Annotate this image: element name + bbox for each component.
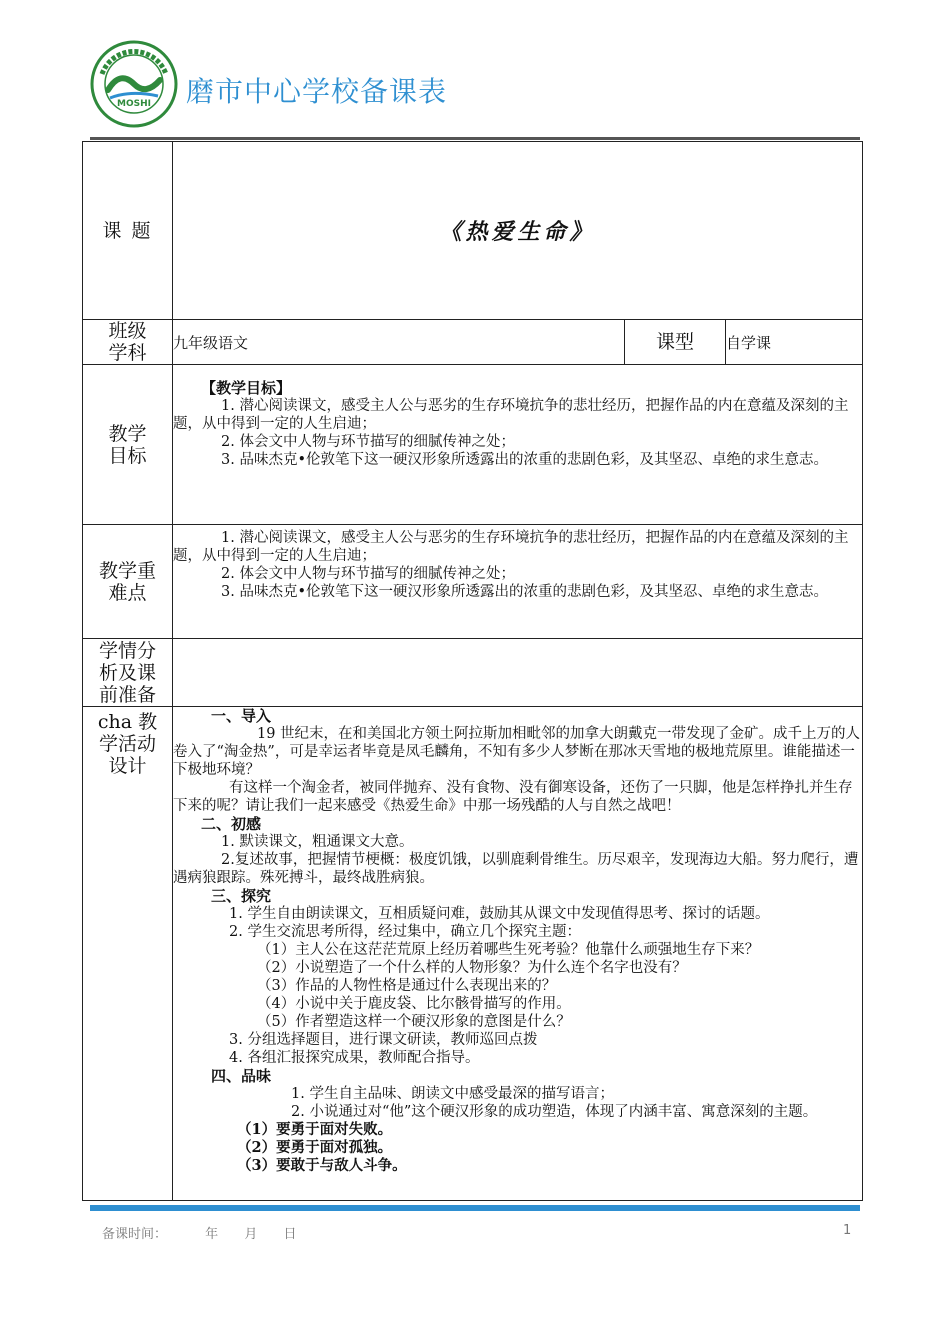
paragraph: 有这样一个淘金者，被同伴抛弃、没有食物、没有御寒设备，还伤了一只脚，他是怎样挣扎并生存下来的呢？请让我们一起来感受《热爱生命》中那一场残酷的人与自然之战吧！ (173, 780, 853, 814)
section-title: 一、导入 (211, 707, 272, 725)
paragraph: 19 世纪末，在和美国北方领土阿拉斯加相毗邻的加拿大朗戴克一带发现了金矿。成千上万的人卷入了“淘金热”，可是幸运者毕竟是凤毛麟角，不知有多少人梦断在那冰天雪地的极地荒原里。谁能描述一下极地环境？ (173, 726, 861, 778)
point: （1）要勇于面对失败。 (237, 1121, 393, 1138)
goal-row (83, 365, 863, 525)
point: （3）要敢于与敌人斗争。 (237, 1157, 407, 1174)
key-item: 3. 品味杰克•伦敦笔下这一硬汉形象所透露出的浓重的悲剧色彩，及其坚忍、卓绝的求生意志。 (221, 584, 828, 600)
school-logo-icon (90, 40, 178, 128)
type-value: 自学课 (726, 320, 863, 365)
activity-content (173, 707, 863, 1201)
point: （2）要勇于面对孤独。 (237, 1139, 393, 1156)
paragraph: 1. 默读课文，粗通课文大意。 (221, 834, 414, 850)
year-label: 年 (205, 1227, 219, 1242)
analysis-label: 学情分析及课前准备 (83, 639, 173, 707)
question: （4）小说中关于鹿皮袋、比尔骸骨描写的作用。 (257, 996, 571, 1012)
day-label: 日 (283, 1227, 297, 1242)
lesson-plan-table (82, 141, 863, 1201)
paragraph: 4. 各组汇报探究成果，教师配合指导。 (229, 1050, 480, 1066)
goal-item: 2. 体会文中人物与环节描写的细腻传神之处； (221, 434, 515, 450)
page-number: 1 (843, 1223, 852, 1238)
class-label: 班级学科 (83, 320, 173, 365)
key-item: 2. 体会文中人物与环节描写的细腻传神之处； (221, 566, 515, 582)
section-title: 三、探究 (211, 887, 272, 905)
page-header (90, 40, 860, 140)
paragraph: 2. 学生交流思考所得，经过集中，确立几个探究主题： (229, 924, 581, 940)
question: （2）小说塑造了一个什么样的人物形象？为什么连个名字也没有？ (257, 960, 687, 976)
question: （5）作者塑造这样一个硬汉形象的意图是什么？ (257, 1014, 571, 1030)
goal-heading: 【教学目标】 (201, 379, 292, 397)
goal-label: 教学目标 (83, 365, 173, 525)
key-label: 教学重难点 (83, 525, 173, 639)
footer-divider (90, 1205, 860, 1211)
topic-row (83, 142, 863, 320)
analysis-content (173, 639, 863, 707)
svg-text:MOSHI: MOSHI (117, 99, 151, 109)
analysis-row (83, 639, 863, 707)
month-label: 月 (244, 1227, 258, 1242)
school-title: 磨市中心学校备课表 (186, 75, 448, 108)
class-value: 九年级语文 (173, 320, 625, 365)
prep-time-label: 备课时间： (102, 1227, 168, 1242)
question: （1）主人公在这茫茫荒原上经历着哪些生死考验？他靠什么顽强地生存下来？ (257, 942, 760, 958)
paragraph: 2. 小说通过对“他”这个硬汉形象的成功塑造，体现了内涵丰富、寓意深刻的主题。 (291, 1104, 818, 1120)
footer-date (102, 1223, 318, 1242)
topic-label: 课 题 (83, 142, 173, 320)
type-label: 课型 (625, 320, 726, 365)
class-row (83, 320, 863, 365)
paragraph: 1. 学生自主品味、朗读文中感受最深的描写语言； (291, 1086, 614, 1102)
question: （3）作品的人物性格是通过什么表现出来的？ (257, 978, 557, 994)
key-row (83, 525, 863, 639)
key-item: 1. 潜心阅读课文，感受主人公与恶劣的生存环境抗争的悲壮经历，把握作品的内在意蕴及深刻的主题，从中得到一定的人生启迪； (173, 530, 849, 564)
key-content (173, 525, 863, 639)
goal-item: 3. 品味杰克•伦敦笔下这一硬汉形象所透露出的浓重的悲剧色彩，及其坚忍、卓绝的求生意志。 (221, 452, 828, 468)
section-title: 四、品味 (211, 1067, 272, 1085)
goal-content (173, 365, 863, 525)
paragraph: 2.复述故事，把握情节梗概：极度饥饿，以驯鹿剩骨维生。历尽艰辛，发现海边大船。努力爬行，遭遇病狼跟踪。殊死搏斗，最终战胜病狼。 (173, 852, 859, 886)
activity-label: cha 教学活动设计 (83, 707, 173, 1201)
section-title: 二、初感 (201, 815, 262, 833)
paragraph: 1. 学生自由朗读课文，互相质疑问难，鼓励其从课文中发现值得思考、探讨的话题。 (229, 906, 770, 922)
activity-row (83, 707, 863, 1201)
topic-value: 《热爱生命》 (173, 142, 863, 320)
header-divider (90, 137, 860, 140)
paragraph: 3. 分组选择题目，进行课文研读，教师巡回点拨 (229, 1032, 538, 1048)
goal-item: 1. 潜心阅读课文，感受主人公与恶劣的生存环境抗争的悲壮经历，把握作品的内在意蕴及深刻的主题，从中得到一定的人生启迪； (173, 398, 849, 432)
